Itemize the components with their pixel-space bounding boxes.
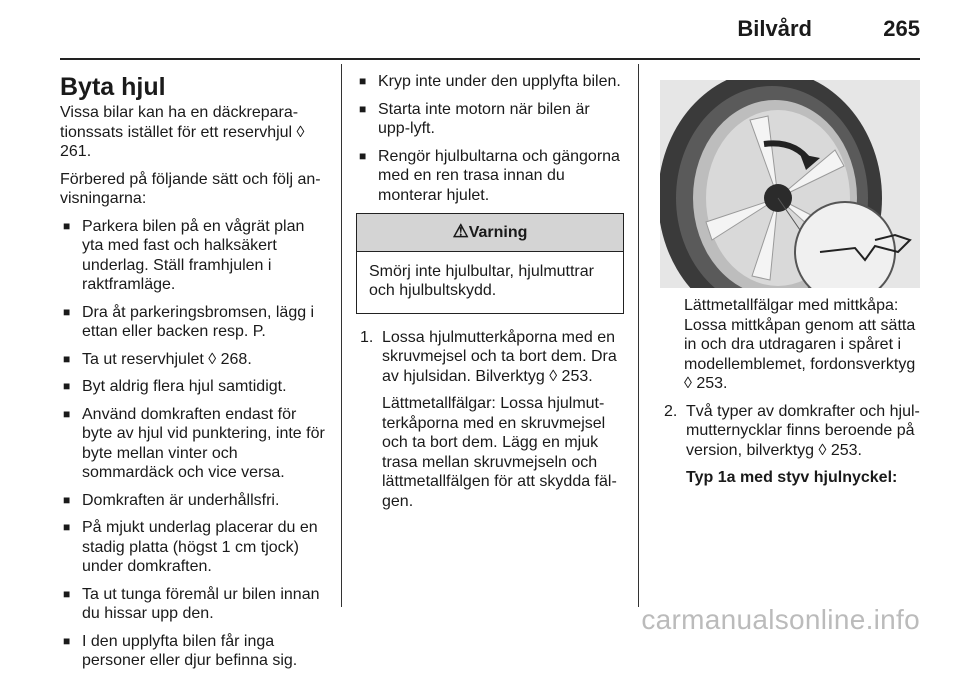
- step-subtext: Lättmetallfälgar: Lossa hjulmut-terkåporna med en skruvmejsel och ta bort dem. Lägg en mjuk trasa mellan skruvmejseln och lättmetallfälgen för att skydda fäl-gen.: [382, 395, 617, 510]
- list-item: ■ Ta ut reservhjulet ◊ 268.: [63, 350, 252, 368]
- step-1: [356, 328, 624, 512]
- header-rule: [60, 58, 920, 60]
- page-title: Byta hjul: [60, 73, 166, 101]
- warning-box: [356, 213, 624, 314]
- bullet-icon: ■: [63, 492, 71, 507]
- list-item: ■ Parkera bilen på en vågrät plan yta med fast och halksäkert underlag. Ställ framhjulen i raktframläge.: [63, 217, 305, 293]
- bullet-icon: ■: [359, 148, 367, 163]
- step-text: Lossa hjulmutterkåporna med en skruvmejsel och ta bort dem. Dra av hjulsidan. Bilverktyg ◊ 253.: [382, 328, 617, 385]
- list-item: ■ Rengör hjulbultarna och gängorna med en ren trasa innan du monterar hjulet.: [359, 147, 620, 204]
- bullet-icon: ■: [63, 304, 71, 319]
- page-number: 265: [883, 16, 920, 41]
- warning-text: Smörj inte hjulbultar, hjulmuttrar och hjulbultskydd.: [369, 262, 594, 299]
- column-2: [356, 72, 624, 519]
- bullet-list: [60, 217, 328, 671]
- step-subheading: Typ 1a med styv hjulnyckel:: [686, 469, 898, 486]
- step-number: 1.: [360, 328, 374, 346]
- list-item: ■ Dra åt parkeringsbromsen, lägg i ettan eller backen resp. P.: [63, 303, 315, 340]
- bullet-icon: ■: [359, 101, 367, 116]
- warning-header: [357, 214, 623, 252]
- list-item: ■ Använd domkraften endast för byte av hjul vid punktering, inte för byte mellan vinter och sommardäck och vice versa.: [63, 405, 325, 481]
- step-number: 2.: [664, 402, 678, 420]
- bullet-icon: ■: [63, 520, 71, 534]
- figure-caption: Lättmetallfälgar med mittkåpa: Lossa mittkåpan genom att sätta in och dra utdragaren i spåret i modellemblemet, fordonsverktyg ◊ 253.: [684, 297, 916, 392]
- step-list: [356, 328, 624, 512]
- list-item: ■ Starta inte motorn när bilen är upp-lyft.: [359, 100, 590, 137]
- bullet-list: [356, 72, 624, 205]
- list-item: ■ Ta ut tunga föremål ur bilen innan du hissar upp den.: [63, 585, 320, 622]
- warning-icon: ⚠: [452, 221, 469, 241]
- list-item: ■ Domkraften är underhållsfri.: [63, 491, 280, 509]
- bullet-icon: ■: [359, 74, 367, 88]
- column-divider-1: [341, 64, 342, 607]
- section-title: Bilvård: [737, 16, 812, 41]
- column-1: [60, 72, 328, 679]
- column-divider-2: [638, 64, 639, 607]
- wheel-center-cap-icon: [660, 80, 920, 288]
- wheel-illustration: [660, 80, 920, 288]
- column-3: [660, 76, 922, 496]
- bullet-icon: ■: [63, 379, 71, 393]
- list-item: ■ Byt aldrig flera hjul samtidigt.: [63, 378, 287, 395]
- warning-title: Varning: [468, 224, 528, 241]
- step-2: [660, 402, 922, 488]
- prep-text: Förbered på följande sätt och följ an-visningarna:: [60, 170, 321, 207]
- watermark: carmanualsonline.info: [641, 604, 920, 635]
- list-item: ■ Kryp inte under den upplyfta bilen.: [359, 73, 621, 90]
- bullet-icon: ■: [63, 586, 71, 601]
- bullet-icon: ■: [63, 218, 71, 233]
- bullet-icon: ■: [63, 406, 71, 421]
- step-text: Två typer av domkrafter och hjul-mutternycklar finns beroende på version, bilverktyg ◊ 253.: [686, 402, 920, 459]
- bullet-icon: ■: [63, 633, 71, 648]
- list-item: ■ I den upplyfta bilen får inga personer eller djur befinna sig.: [63, 632, 298, 669]
- list-item: ■ På mjukt underlag placerar du en stadig platta (högst 1 cm tjock) under domkraften.: [63, 519, 318, 575]
- intro-text: Vissa bilar kan ha en däckrepara-tionssats istället för ett reservhjul ◊ 261.: [60, 104, 305, 160]
- page-header: [0, 0, 960, 62]
- bullet-icon: ■: [63, 351, 71, 366]
- step-list: [660, 402, 922, 488]
